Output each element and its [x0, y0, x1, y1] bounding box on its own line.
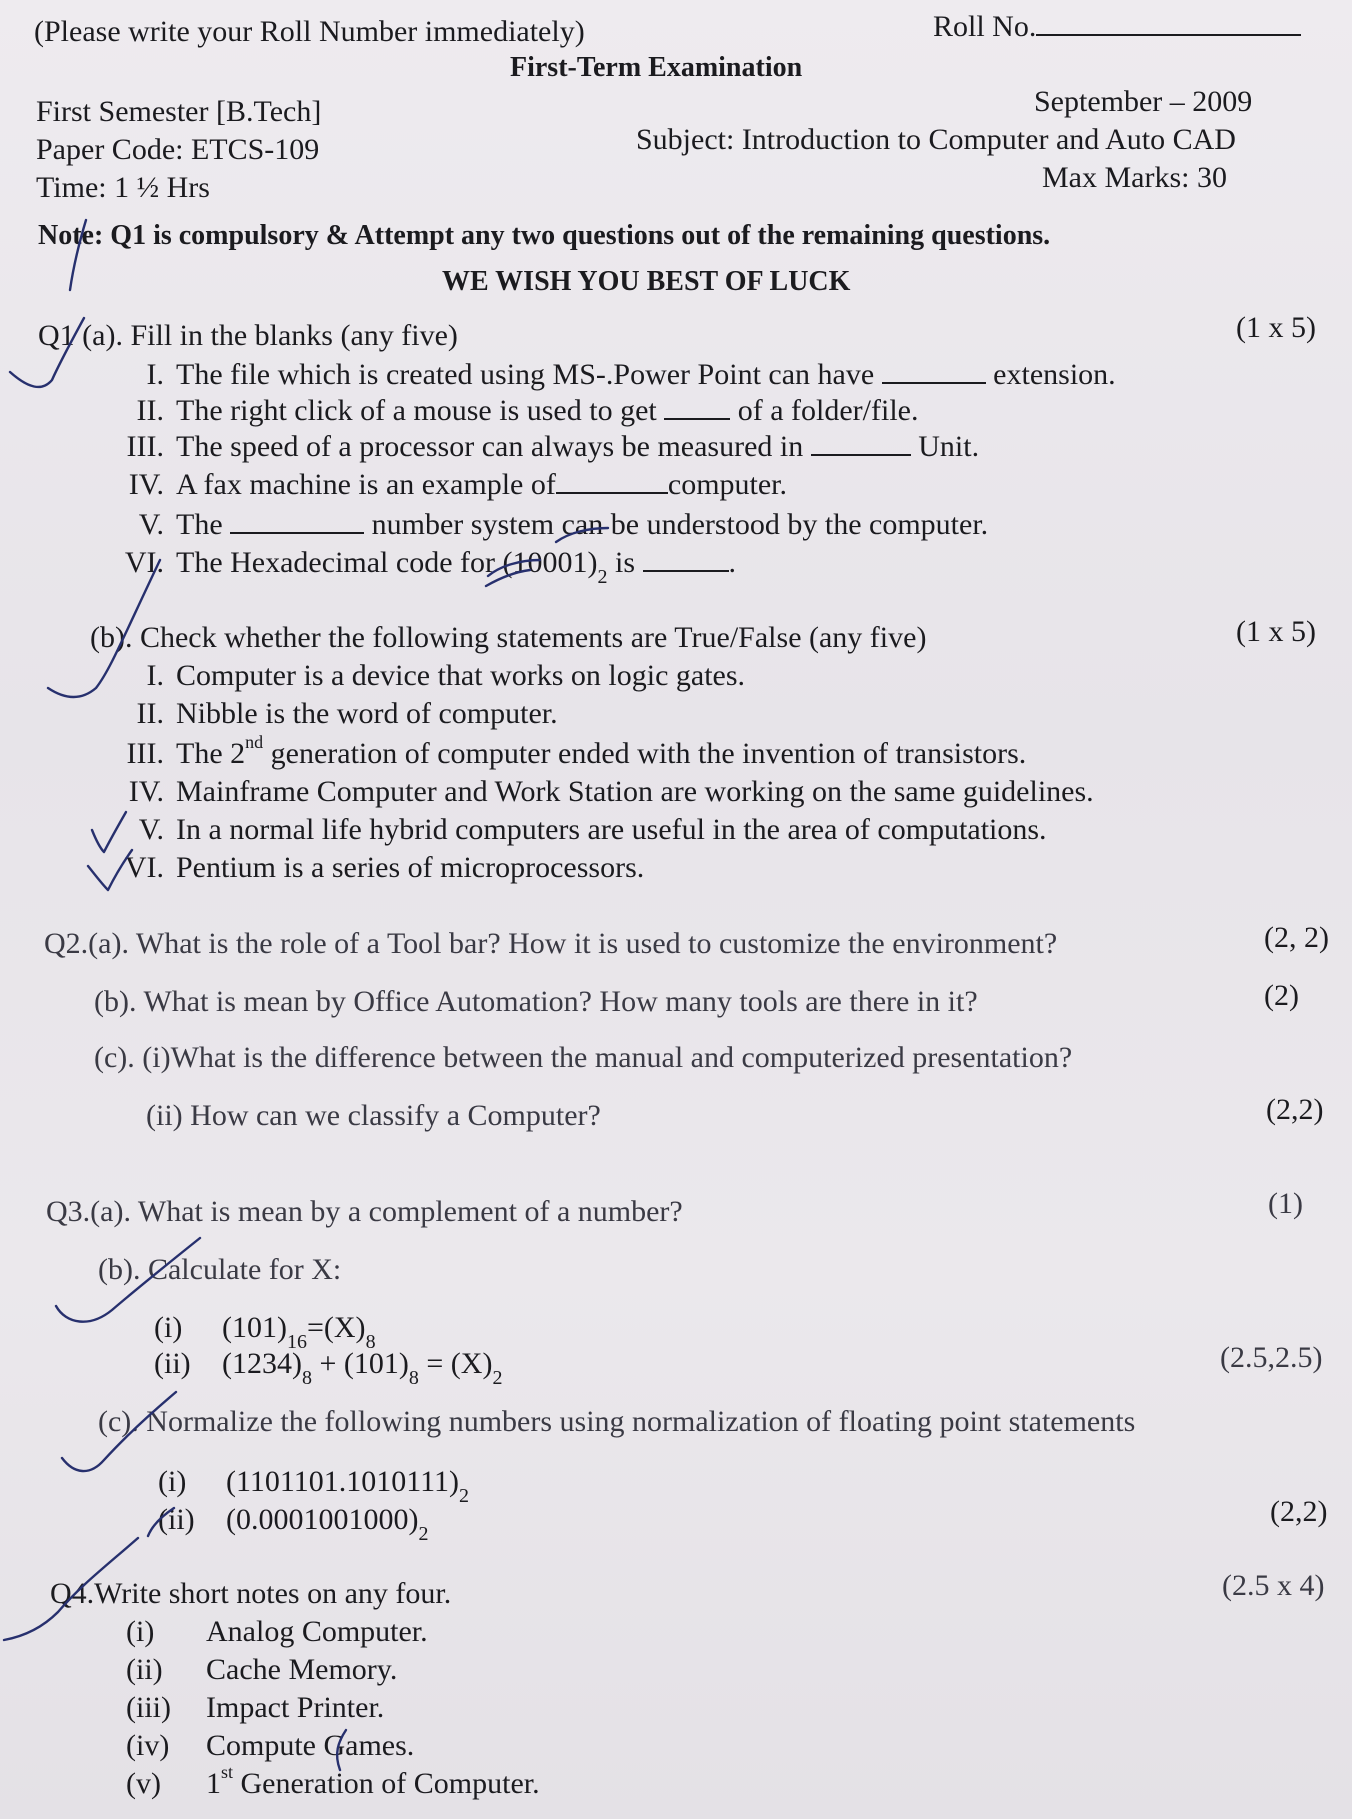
q4-item: (v) 1st Generation of Computer. [126, 1762, 540, 1800]
q1b-item: III. The 2nd generation of computer ended with the invention of transistors. [126, 732, 1027, 770]
q1b-item: IV. Mainframe Computer and Work Station are working on the same guidelines. [128, 775, 1094, 808]
q1a-heading: Q1 (a). Fill in the blanks (any five) [38, 319, 458, 352]
q3a: Q3.(a). What is mean by a complement of a number? [46, 1195, 683, 1228]
q4-item: (iv) Compute Games. [126, 1729, 415, 1762]
exam-title: First-Term Examination [510, 52, 803, 83]
q3c-ii: (ii) $(0.0001001000)_2$ [158, 1503, 429, 1545]
q3c: (c). Normalize the following numbers using normalization of floating point statements [98, 1405, 1136, 1438]
q1a-item: VI. The Hexadecimal code for $(10001)_2$ is . [124, 546, 736, 588]
q2a: Q2.(a). What is the role of a Tool bar? How it is used to customize the environment? [44, 927, 1058, 960]
max-marks: Max Marks: 30 [1042, 161, 1227, 194]
q2a-marks: (2, 2) [1264, 921, 1329, 954]
q4-marks: (2.5 x 4) [1222, 1569, 1325, 1602]
q1b-heading: (b). Check whether the following statements are True/False (any five) [90, 621, 927, 654]
q3c-marks: (2,2) [1270, 1495, 1328, 1528]
roll-no-field [933, 8, 1301, 45]
q1b-item: II. Nibble is the word of computer. [136, 697, 558, 730]
wish: WE WISH YOU BEST OF LUCK [442, 266, 851, 297]
q1a-item: III. The speed of a processor can always be measured in Unit. [126, 430, 980, 463]
q1a-item: IV. A fax machine is an example of computer. [128, 468, 788, 501]
q1a-item: I. The file which is created using MS-.Power Point can have extension. [146, 358, 1116, 391]
q3b-i: (i) $(101)_{16}=(X)_8$ [154, 1311, 376, 1353]
q3c-i: (i) $(1101101.1010111)_2$ [158, 1465, 470, 1507]
q1b-item: V. In a normal life hybrid computers are useful in the area of computations. [138, 813, 1047, 846]
q1a-item: V. The number system can be understood by the computer. [138, 508, 989, 541]
roll-no-blank [1036, 8, 1301, 36]
q4-item: (i) Analog Computer. [126, 1615, 428, 1648]
q1a-item: II. The right click of a mouse is used to get of a folder/file. [136, 394, 919, 427]
q4-item: (iii) Impact Printer. [126, 1691, 385, 1724]
q3b: (b). Calculate for X: [98, 1253, 342, 1286]
q1b-item: I. Computer is a device that works on logic gates. [146, 659, 746, 692]
subject: Subject: Introduction to Computer and Auto CAD [636, 123, 1236, 156]
q2c-ii: (ii) How can we classify a Computer? [146, 1099, 601, 1132]
semester: First Semester [B.Tech] [36, 95, 322, 128]
q3b-marks: (2.5,2.5) [1220, 1341, 1323, 1374]
q4-heading: Q4.Write short notes on any four. [50, 1577, 452, 1610]
q2c-i: (c). (i)What is the difference between the manual and computerized presentation? [94, 1041, 1073, 1074]
roll-no-label: Roll No. [933, 10, 1037, 43]
note: Note: Q1 is compulsory & Attempt any two questions out of the remaining questions. [38, 220, 1051, 251]
paper-code: Paper Code: ETCS-109 [36, 133, 320, 166]
q2b: (b). What is mean by Office Automation? How many tools are there in it? [94, 985, 978, 1018]
exam-date: September – 2009 [1034, 85, 1253, 118]
q2b-marks: (2) [1264, 979, 1299, 1012]
q4-item: (ii) Cache Memory. [126, 1653, 398, 1686]
q3b-ii: (ii) $(1234)_8 + (101)_8 = (X)_2$ [154, 1347, 503, 1389]
q1a-marks: (1 x 5) [1236, 311, 1316, 344]
q3a-marks: (1) [1268, 1187, 1303, 1220]
q1b-marks: (1 x 5) [1236, 615, 1316, 648]
q1b-item: VI. Pentium is a series of microprocessors. [124, 851, 645, 884]
q2c-marks: (2,2) [1266, 1093, 1324, 1126]
time: Time: 1 ½ Hrs [36, 171, 210, 204]
roll-instruction: (Please write your Roll Number immediately) [34, 15, 585, 48]
